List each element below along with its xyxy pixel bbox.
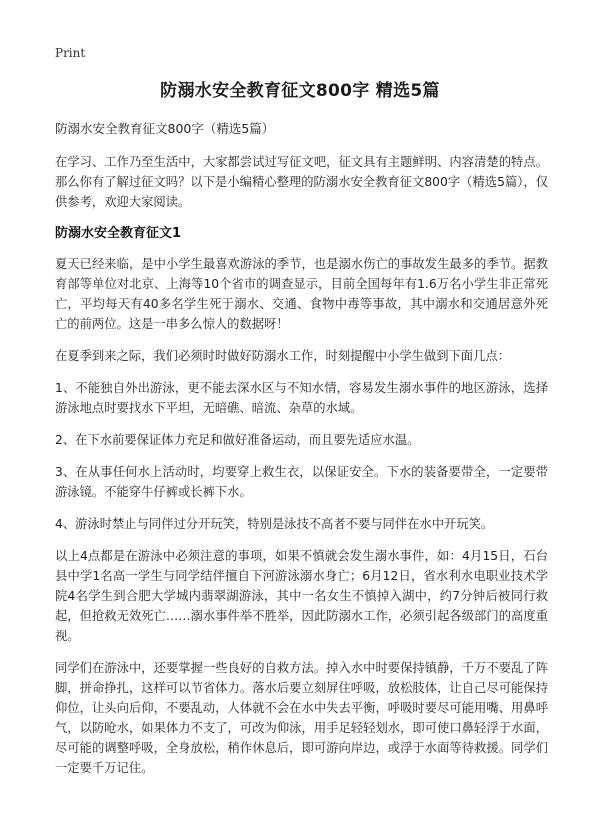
section-heading: 防溺水安全教育征文1 bbox=[55, 226, 182, 241]
print-link[interactable]: Print bbox=[55, 46, 86, 60]
intro-paragraph: 在学习、工作乃至生活中，大家都尝试过写征文吧，征文具有主题鲜明、内容清楚的特点。那么你有了解过征文吗？以下是小编精心整理的防溺水安全教育征文800字（精选5篇），仅供参考，欢迎大家阅读。 bbox=[55, 155, 548, 209]
body-paragraph: 夏天已经来临，是中小学生最喜欢游泳的季节，也是溺水伤亡的事故发生最多的季节。据教育部等单位对北京、上海等10个省市的调查显示，目前全国每年有1.6万名小学生非正常死亡，平均每天有40多名学生死于溺水、交通、食物中毒等事故，其中溺水和交通居意外死亡的前两位。这是一串多么惊人的数据呀！ bbox=[55, 257, 548, 331]
body-paragraph: 以上4点都是在游泳中必须注意的事项，如果不慎就会发生溺水事件，如：4月15日，石台县中学1名高一学生与同学结伴擅自下河游泳溺水身亡；6月12日，省水利水电职业技术学院4名学生到合肥大学城内翡翠湖游泳，其中一名女生不慎掉入湖中，约7分钟后被同行救起，但抢救无效死亡……溺水事件举不胜举，因此防溺水工作，必须引起各级部门的高度重视。 bbox=[55, 549, 548, 643]
list-item-1: 1、不能独自外出游泳，更不能去深水区与不知水情，容易发生溺水事件的地区游泳，选择游泳地点时要找水下平坦，无暗礁、暗流、杂草的水域。 bbox=[55, 381, 548, 415]
list-item-4: 4、游泳时禁止与同伴过分开玩笑，特别是泳技不高者不要与同伴在水中开玩笑。 bbox=[55, 517, 494, 531]
list-item-2: 2、在下水前要保证体力充足和做好准备运动，而且要先适应水温。 bbox=[55, 433, 420, 447]
body-paragraph: 在夏季到来之际，我们必须时时做好防溺水工作，时刻提醒中小学生做到下面几点： bbox=[55, 349, 510, 363]
document-body bbox=[55, 152, 548, 790]
list-item-3: 3、在从事任何水上活动时，均要穿上救生衣，以保证安全。下水的装备要带全，一定要带游泳镜。不能穿牛仔裤或长裤下水。 bbox=[55, 465, 548, 499]
page-title: 防溺水安全教育征文800字 精选5篇 bbox=[160, 81, 440, 101]
body-paragraph: 同学们在游泳中，还要掌握一些良好的自救方法。掉入水中时要保持镇静，千万不要乱了阵脚，拼命挣扎，这样可以节省体力。落水后要立刻屏住呼吸，放松肢体，让自己尽可能保持仰位，让头向后仰，不要乱动，人体就不会在水中失去平衡，呼吸时要尽可能用嘴、用鼻呼气，以防呛水，如果体力不支了，可改为仰泳，用手足轻轻划水，即可使口鼻轻浮于水面，尽可能的调整呼吸，全身放松，稍作休息后，即可游向岸边，或浮于水面等待救援。同学们一定要千万记住。 bbox=[55, 661, 548, 775]
document-subtitle: 防溺水安全教育征文800字（精选5篇） bbox=[55, 121, 275, 136]
